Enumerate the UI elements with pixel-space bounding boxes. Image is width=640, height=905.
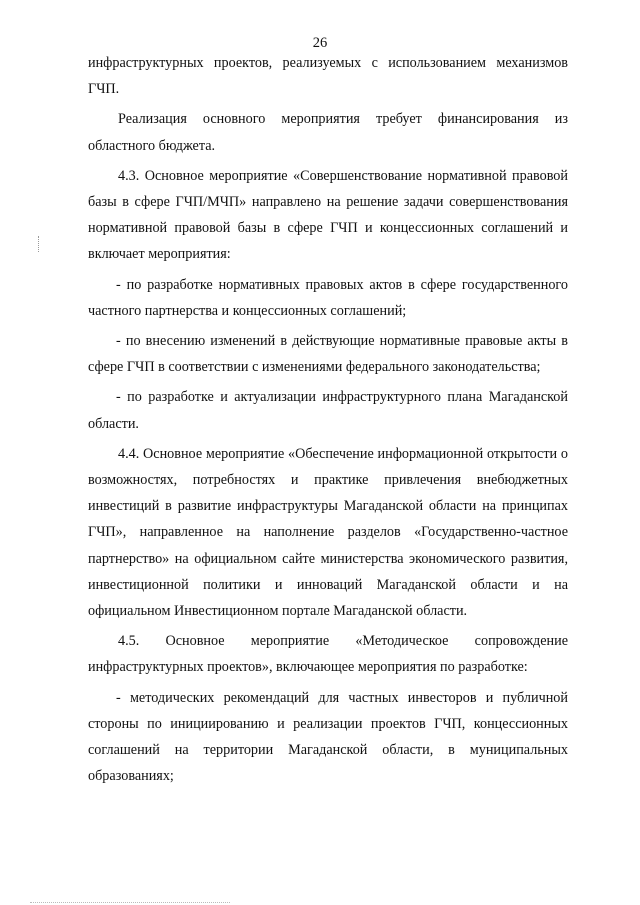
list-item-amendments: - по внесению изменений в действующие нормативные правовые акты в сфере ГЧП в соответствии с изменениями федерального законодательства; <box>88 333 568 376</box>
document-body <box>88 50 568 789</box>
paragraph-4-4: 4.4. Основное мероприятие «Обеспечение информационной открытости о возможностях, потребностях и практике привлечения внебюджетных инвестиций в развитие инфраструктуры Магаданской области на принципах ГЧП», направленное на наполнение разделов «Государственно-частное партнерство» на официальном сайте министерства экономического развития, инвестиционной политики и инноваций Магаданской области и на официальном Инвестиционном портале Магаданской области. <box>88 445 568 620</box>
list-item-guidelines: - методических рекомендаций для частных инвесторов и публичной стороны по инициированию и реализации проектов ГЧП, концессионных соглашений на территории Магаданской области, в муниципальных образованиях; <box>88 689 568 785</box>
list-item-legal-acts: - по разработке нормативных правовых актов в сфере государственного частного партнерства и концессионных соглашений; <box>88 276 568 319</box>
margin-mark <box>38 236 40 252</box>
scan-edge <box>30 901 230 903</box>
paragraph-4-3: 4.3. Основное мероприятие «Совершенствование нормативной правовой базы в сфере ГЧП/МЧП» направлено на решение задачи совершенствования нормативной правовой базы в сфере ГЧП и концессионных соглашений и включает мероприятия: <box>88 167 568 263</box>
paragraph-4-5: 4.5. Основное мероприятие «Методическое сопровождение инфраструктурных проектов», включающее мероприятия по разработке: <box>88 633 568 676</box>
paragraph-continuation: инфраструктурных проектов, реализуемых с использованием механизмов ГЧП. <box>88 55 568 98</box>
paragraph-financing: Реализация основного мероприятия требует финансирования из областного бюджета. <box>88 111 568 154</box>
page-number: 26 <box>312 35 328 51</box>
list-item-infrastructure-plan: - по разработке и актуализации инфраструктурного плана Магаданской области. <box>88 389 568 432</box>
